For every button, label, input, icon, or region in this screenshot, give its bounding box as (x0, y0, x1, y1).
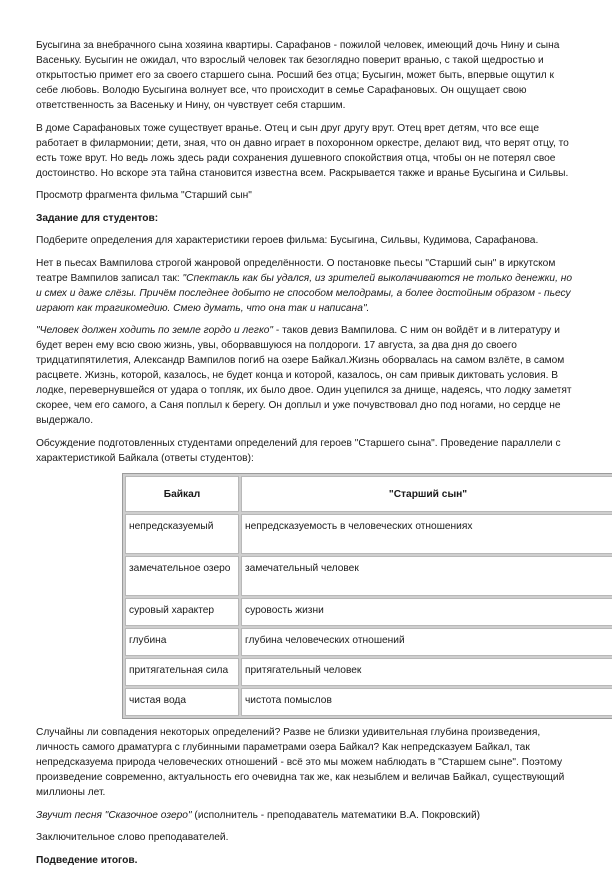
table-row (125, 688, 612, 716)
table-cell: замечательное озеро (125, 556, 239, 596)
table-cell: непредсказуемый (125, 514, 239, 554)
table-cell: непредсказуемость в человеческих отношениях (241, 514, 612, 554)
paragraph-busygin: Бусыгина за внебрачного сына хозяина квартиры. Сарафанов - пожилой человек, имеющий дочь Нину и сына Васеньку. Бусыгин не ожидал, что взрослый человек так безоглядно поверит вранью, с такой щедростью и открытостью примет его за своего старшего сына. Росший без отца; Бусыгин, может быть, впервые ощутил к себе любовь. Володю Бусыгина волнует все, что происходит в семье Сарафановых. Он ощущает свою ответственность за Васеньку и Нину, он чувствует себя старшим. (36, 40, 560, 111)
discussion-text: Обсуждение подготовленных студентами определений для героев "Старшего сына". Проведение параллели с характеристикой Байкала (ответы студентов): (36, 437, 561, 464)
song-rest: (исполнитель - преподаватель математики В.А. Покровский) (191, 809, 481, 821)
document-body (36, 38, 576, 875)
genre-lead: Нет в пьесах Вампилова строгой жанровой определённости. О постановке пьесы "Старший сын" в иркутском театре Вампилов записал так: (36, 257, 556, 284)
closing-text: Заключительное слово преподавателей. (36, 832, 229, 843)
task-text: Подберите определения для характеристики героев фильма: Бусыгина, Сильвы, Кудимова, Сарафанова. (36, 235, 539, 246)
table-row (125, 658, 612, 686)
summary-heading: Подведение итогов. (36, 854, 138, 866)
paragraph-lies: В доме Сарафановых тоже существует вранье. Отец и сын друг другу врут. Отец врет детям, что все еще работает в филармонии; дети, зная, что он давно играет в похоронном оркестре, делают вид, что верят отцу, то есть тоже врут. Но ведь ложь здесь ради сохранения душевного спокойствия отца, чтобы он не потерял свое достоинство. Но вскоре эта тайна становится известна всем. Раскрывается также и вранье Бусыгина и Сильвы. (36, 122, 569, 179)
table-cell: чистота помыслов (241, 688, 612, 716)
task-heading: Задание для студентов: (36, 212, 159, 224)
paragraph-motto (36, 323, 576, 428)
paragraph-film-viewing: Просмотр фрагмента фильма "Старший сын" (36, 190, 252, 201)
table-row (125, 598, 612, 626)
comparison-table (122, 473, 612, 719)
table-cell: замечательный человек (241, 556, 612, 596)
paragraph-genre (36, 256, 576, 316)
table-cell: притягательный человек (241, 658, 612, 686)
coincidence-text: Случайны ли совпадения некоторых определений? Разве не близки удивительная глубина произведения, личность самого драматурга с глубинными параметрами озера Байкал? Как непредсказуем Байкал, так непредсказуема природа человеческих отношений - всё это мы можем наблюдать в "Старшем сыне". Поэтому произведение современно, актуальность его очевидна так же, как незыблем и величав Байкал, существующий миллионы лет. (36, 727, 565, 798)
table-cell: чистая вода (125, 688, 239, 716)
table-row (125, 514, 612, 554)
table-cell: глубина (125, 628, 239, 656)
table-header-row (125, 476, 612, 512)
table-header-baikal: Байкал (125, 476, 239, 512)
table-header-elder-son: "Старший сын" (241, 476, 612, 512)
motto-quote: "Человек должен ходить по земле гордо и легко" (36, 325, 274, 336)
table-row (125, 556, 612, 596)
table-cell: суровый характер (125, 598, 239, 626)
table-row (125, 628, 612, 656)
genre-quote: "Спектакль как бы удался, из зрителей выколачиваются не только денежки, но и смех и даже слёзы. Причём последнее добыто не способом мелодрамы, а более достойным образом - пьесу играют как трагикомедию. Смею думать, что она так и написана". (36, 272, 572, 314)
table-cell: суровость жизни (241, 598, 612, 626)
paragraph-song (36, 808, 576, 823)
song-lead: Звучит песня "Сказочное озеро" (36, 809, 192, 821)
table-cell: притягательная сила (125, 658, 239, 686)
motto-rest: - таков девиз Вампилова. С ним он войдёт и в литературу и будет верен ему всю свою жизнь, увы, оборвавшуюся на полдороги. 17 августа, за два дня до своего тридцатипятилетия, Александр Вампилов погиб на озере Байкал.Жизнь оборвалась на самом взлёте, в самом расцвете. Жизнь, которой, казалось, не будет конца и которой, казалось, он сам привык диктовать условия. В лодке, перевернувшейся от удара о топляк, их было двое. Один уцепился за днище, надеясь, что лодку заметят скорее, чем его самого, а Саня поплыл к берегу. Он доплыл и уже почувствовал дно под ногами, но сердце не выдержало. (36, 325, 572, 426)
table-cell: глубина человеческих отношений (241, 628, 612, 656)
